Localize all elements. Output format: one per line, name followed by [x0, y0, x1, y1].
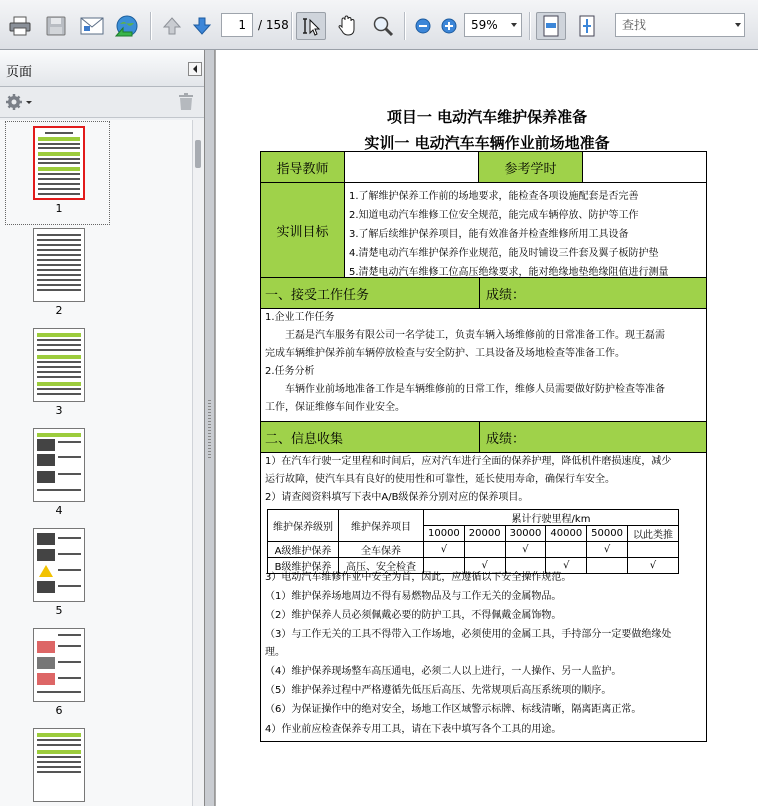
thumbnail-image [33, 228, 85, 302]
mini-line [37, 771, 81, 773]
mileage-header: 以此类推 [627, 526, 678, 542]
page-thumbnail[interactable] [0, 322, 192, 422]
safety-text-line: 4）作业前应检查保养专用工具，请在下表中填写各个工具的用途。 [265, 724, 562, 735]
mini-line [37, 344, 81, 346]
mileage-header: 10000 [424, 526, 465, 542]
hours-label: 参考学时 [479, 152, 583, 182]
instructor-row [261, 152, 706, 183]
section-title: 二、信息收集 [265, 431, 344, 447]
mini-photo [37, 641, 55, 653]
table-cell: A级维护保养 [268, 542, 339, 558]
table-header: 维护保养级别 [268, 510, 339, 542]
table-cell: B级维护保养 [268, 558, 339, 574]
page-thumbnail[interactable] [0, 120, 192, 220]
mini-band [37, 333, 81, 337]
panel-toolbar [0, 87, 204, 118]
mini-line [38, 183, 80, 185]
panel-header [0, 50, 204, 87]
zoom-level-select[interactable]: 59% [464, 13, 522, 37]
check-cell: √ [505, 542, 546, 558]
score-label: 成绩： [479, 278, 679, 308]
table-cell: 全车保养 [339, 542, 424, 558]
mini-line [58, 645, 81, 647]
mini-line [37, 269, 81, 271]
mini-band [38, 137, 80, 141]
hand-tool-button[interactable] [332, 12, 362, 40]
mini-line [58, 634, 81, 636]
printer-icon [9, 16, 31, 36]
mini-line [38, 162, 80, 164]
collaborate-button[interactable] [112, 12, 142, 40]
fit-page-button[interactable] [572, 12, 602, 40]
mini-line [37, 376, 81, 378]
pages-panel [0, 50, 205, 806]
check-cell: √ [627, 558, 678, 574]
thumbnail-label: 3 [55, 404, 63, 417]
mini-line [58, 553, 81, 555]
check-cell [464, 542, 505, 558]
arrow-down-icon [192, 16, 212, 36]
goal-item: 2.知道电动汽车维修工位安全规范，能完成车辆停放、防护等工作 [349, 210, 639, 221]
mini-band [37, 433, 81, 437]
mini-band [38, 167, 80, 171]
mini-photo [37, 581, 55, 593]
mini-line [45, 132, 73, 134]
instructor-label: 指导教师 [261, 152, 345, 182]
mini-line [37, 234, 81, 236]
mini-line [37, 284, 81, 286]
mini-line [37, 361, 81, 363]
page-thumbnail[interactable] [0, 422, 192, 522]
worksheet-table [260, 151, 707, 742]
check-cell: √ [546, 558, 587, 574]
goal-item: 3.了解后续维护保养项目，能有效准备并检查维修所用工具设备 [349, 229, 629, 240]
info-section [261, 453, 706, 741]
task-text-line: 完成车辆维护保养前车辆停放检查与安全防护、工具设备及场地检查等准备工作。 [265, 348, 625, 359]
mini-line [37, 761, 81, 763]
mini-line [38, 147, 80, 149]
mini-line [37, 244, 81, 246]
search-input[interactable]: 查找 [615, 13, 745, 37]
mini-line [37, 349, 81, 351]
panel-title: 页面 [6, 65, 33, 80]
toolbar-separator [291, 12, 293, 40]
safety-text-line: （3）与工作无关的工具不得带入工作场地，必须使用的金属工具，手持部分一定要做绝缘处 [265, 629, 672, 640]
thumbnail-image [33, 628, 85, 702]
mini-line [37, 691, 81, 693]
mini-line [58, 441, 81, 443]
table-header: 累计行驶里程/km [424, 510, 679, 526]
mini-line [37, 289, 81, 291]
document-title: 项目一 电动汽车维护保养准备 [386, 108, 588, 126]
goals-row [261, 183, 706, 278]
mini-line [58, 661, 81, 663]
page-thumbnail[interactable] [0, 222, 192, 322]
zoom-out-button[interactable] [412, 12, 434, 40]
table-row [268, 542, 679, 558]
document-page [216, 50, 758, 806]
mileage-header: 20000 [464, 526, 505, 542]
mileage-header: 50000 [587, 526, 628, 542]
mini-line [37, 766, 81, 768]
mini-line [38, 188, 80, 190]
mini-band [37, 382, 81, 386]
save-button[interactable] [42, 12, 70, 40]
table-header: 维护保养项目 [339, 510, 424, 542]
mini-line [37, 264, 81, 266]
hours-value [583, 152, 706, 182]
goal-item: 5.清楚电动汽车维修工位高压绝缘要求，能对绝缘地垫绝缘阻值进行测量 [349, 267, 669, 278]
next-page-button[interactable] [188, 12, 216, 40]
mini-line [37, 744, 81, 746]
thumbnail-image [33, 126, 85, 200]
page-thumbnail[interactable] [0, 522, 192, 622]
thumbnail-image [33, 428, 85, 502]
table-cell: 高压、安全检查 [339, 558, 424, 574]
page-scroll-icon [541, 15, 561, 37]
hand-icon [337, 15, 357, 37]
mini-photo [37, 439, 55, 451]
mini-line [38, 158, 80, 160]
mini-line [37, 489, 81, 491]
thumbnail-image [33, 528, 85, 602]
warning-sign-icon [39, 565, 53, 577]
mini-line [37, 388, 81, 390]
delete-page-button[interactable] [178, 93, 194, 111]
goal-item: 4.清楚电动汽车维护保养作业规范，能及时铺设三件套及翼子板防护垫 [349, 248, 659, 259]
scrollbar-thumb[interactable] [195, 140, 201, 168]
thumbnail-label: 4 [55, 504, 63, 517]
task-text-line: 2.任务分析 [265, 366, 315, 377]
mini-line [37, 366, 81, 368]
mini-photo [37, 471, 55, 483]
mini-line [38, 193, 80, 195]
mini-line [38, 178, 80, 180]
info-text-line: 2）请查阅资料填写下表中A/B级保养分别对应的保养项目。 [265, 492, 529, 503]
page-total: / 158 [258, 18, 289, 32]
mini-band [37, 750, 81, 754]
task-text-line: 1.企业工作任务 [265, 312, 335, 323]
info-text-line: 运行故障，使汽车具有良好的使用性和可靠性，延长使用寿命，确保行车安全。 [265, 474, 615, 485]
section-header [261, 278, 706, 309]
fit-page-icon [577, 15, 597, 37]
text-cursor-icon [301, 16, 321, 36]
task-text-line: 王磊是汽车服务有限公司一名学徒工，负责车辆入场维修前的日常准备工作。现王磊需 [265, 330, 665, 341]
mileage-header: 30000 [505, 526, 546, 542]
mini-photo [37, 454, 55, 466]
safety-text-line: 3）电动汽车维修作业中安全为首，因此，应遵循以下安全操作规范。 [265, 572, 572, 583]
collapse-panel-button[interactable] [188, 62, 202, 76]
mini-line [58, 537, 81, 539]
plus-circle-icon [441, 18, 457, 34]
mini-line [37, 393, 81, 395]
info-text-line: 1）在汽车行驶一定里程和时间后，应对汽车进行全面的保养护理，降低机件磨损速度，减少 [265, 456, 672, 467]
splitter-grip [208, 400, 211, 460]
trash-icon [178, 93, 194, 111]
mini-line [37, 254, 81, 256]
toolbar-separator [529, 12, 531, 40]
task-section [261, 309, 706, 422]
options-menu-button[interactable] [5, 93, 33, 111]
mileage-header: 40000 [546, 526, 587, 542]
task-text-line: 工作，保证维修车间作业安全。 [265, 402, 405, 413]
safety-text-line: （2）维护保养人员必须佩戴必要的防护工具，不得佩戴金属饰物。 [265, 610, 562, 621]
chevron-left-icon [192, 65, 198, 73]
mini-line [38, 173, 80, 175]
thumbnail-scrollbar[interactable] [192, 120, 204, 806]
thumbnail-image [33, 728, 85, 802]
page-thumbnail[interactable] [0, 722, 192, 806]
mini-line [37, 756, 81, 758]
mini-band [37, 355, 81, 359]
mini-line [37, 339, 81, 341]
section-title: 一、接受工作任务 [265, 287, 370, 303]
safety-text-line: （6）为保证操作中的绝对安全，场地工作区域警示标牌、标线清晰，隔离距离正常。 [265, 704, 642, 715]
mini-line [58, 456, 81, 458]
previous-page-button[interactable] [158, 12, 186, 40]
mini-line [58, 677, 81, 679]
check-cell: √ [464, 558, 505, 574]
toolbar [0, 0, 758, 50]
mini-line [37, 739, 81, 741]
task-text-line: 车辆作业前场地准备工作是车辆维修前的日常工作，维修人员需要做好防护检查等准备 [265, 384, 665, 395]
page-thumbnail[interactable] [0, 622, 192, 722]
select-text-tool-button[interactable] [296, 12, 326, 40]
check-cell [546, 542, 587, 558]
email-button[interactable] [78, 12, 106, 40]
mini-photo [37, 549, 55, 561]
check-cell: √ [424, 542, 465, 558]
maintenance-table [267, 509, 679, 574]
thumbnail-label: 1 [55, 202, 63, 215]
gear-icon [5, 93, 33, 111]
mini-band [37, 733, 81, 737]
thumbnail-image [33, 328, 85, 402]
mini-line [37, 279, 81, 281]
mini-line [58, 569, 81, 571]
mini-photo [37, 533, 55, 545]
goal-item: 1.了解维护保养工作前的场地要求，能检查各项设施配套是否完善 [349, 191, 639, 202]
mini-line [37, 259, 81, 261]
chevron-down-icon [735, 23, 741, 27]
minus-circle-icon [415, 18, 431, 34]
mini-line [38, 143, 80, 145]
safety-text-line: （1）维护保养场地周边不得有易燃物品及与工作无关的金属物品。 [265, 591, 562, 602]
mini-photo [37, 673, 55, 685]
safety-text-line: （4）维护保养现场整车高压通电，必须二人以上进行，一人操作、另一人监护。 [265, 666, 622, 677]
mini-line [37, 239, 81, 241]
toolbar-separator [404, 12, 406, 40]
panel-splitter[interactable] [205, 50, 215, 806]
mini-line [58, 585, 81, 587]
zoom-in-button[interactable] [438, 12, 460, 40]
print-button[interactable] [6, 12, 34, 40]
globe-arrow-icon [114, 14, 140, 38]
marquee-zoom-button[interactable] [368, 12, 398, 40]
thumbnail-label: 5 [55, 604, 63, 617]
arrow-up-icon [162, 16, 182, 36]
check-cell: √ [587, 542, 628, 558]
mini-line [37, 371, 81, 373]
chevron-down-icon [511, 23, 517, 27]
safety-text-line: 理。 [265, 647, 285, 658]
mini-line [37, 249, 81, 251]
magnifier-icon [372, 15, 394, 37]
toolbar-separator [150, 12, 152, 40]
page-number-input[interactable]: 1 [221, 13, 253, 37]
mini-line [58, 473, 81, 475]
score-label: 成绩： [479, 422, 679, 452]
thumbnail-label: 2 [55, 304, 63, 317]
mini-line [37, 274, 81, 276]
goals-label: 实训目标 [261, 183, 345, 277]
thumbnail-label: 6 [55, 704, 63, 717]
envelope-icon [80, 17, 104, 35]
thumbnail-list[interactable] [0, 120, 192, 806]
safety-text-line: （5）维护保养过程中严格遵循先低压后高压、先常规项后高压系统项的顺序。 [265, 685, 612, 696]
section-header [261, 422, 706, 453]
scrolling-mode-button[interactable] [536, 12, 566, 40]
document-subtitle: 实训一 电动汽车车辆作业前场地准备 [364, 134, 610, 152]
mini-photo [37, 657, 55, 669]
floppy-disk-icon [46, 16, 66, 36]
instructor-value [345, 152, 479, 182]
mini-band [38, 152, 80, 156]
check-cell [627, 542, 678, 558]
